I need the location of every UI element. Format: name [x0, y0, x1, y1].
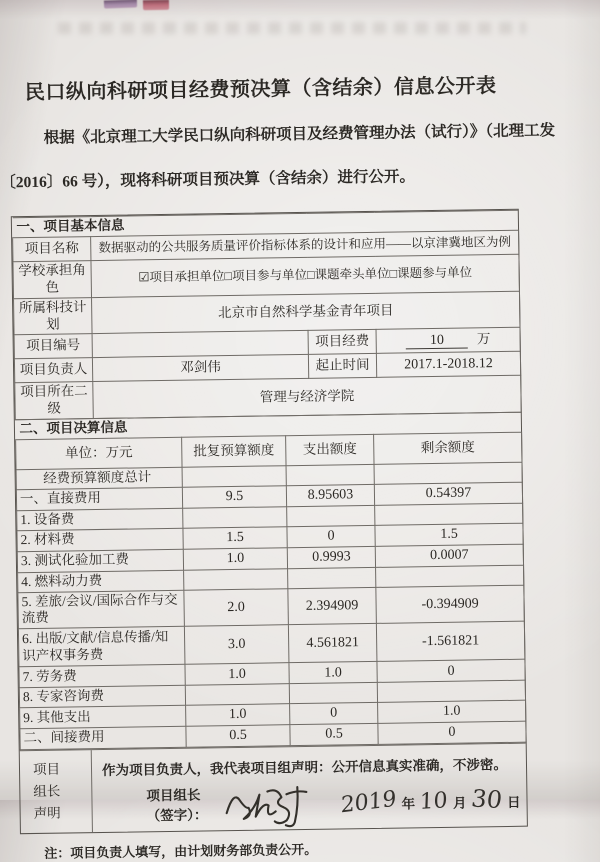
date-year-unit: 年: [401, 796, 416, 812]
program-value: 北京市自然科学基金青年项目: [92, 291, 520, 334]
remaining-amount: -0.394909: [376, 585, 525, 624]
col-header-approved: 批复预算额度: [182, 436, 286, 468]
col-header-remaining: 剩余额度: [374, 432, 522, 464]
remaining-amount: [375, 503, 523, 525]
fund-value-cell: [376, 328, 520, 354]
dept-value: 管理与经济学院: [93, 376, 521, 419]
date-month: 10: [419, 788, 449, 816]
fee-label: 3. 测试化验加工费: [17, 549, 183, 572]
fee-label: 6. 出版/文献/信息传播/知识产权事务费: [18, 626, 185, 666]
remaining-amount: [376, 565, 524, 587]
project-no-value: [92, 331, 308, 358]
intro-line-2: 〔2016〕66 号），现将科研项目预决算（含结余）进行公开。: [0, 168, 416, 192]
fee-label: 7. 劳务费: [19, 664, 185, 687]
fund-label: 项目经费: [308, 330, 376, 355]
project-name-value: 数据驱动的公共服务质量评价指标体系的设计和应用——以京津冀地区为例: [91, 230, 519, 260]
approved-amount: 9.5: [182, 486, 286, 508]
approved-amount: 0.5: [186, 725, 290, 747]
handwritten-signature: [222, 781, 315, 833]
spent-amount: 0.5: [290, 724, 378, 746]
spent-amount: [288, 567, 376, 588]
handwritten-date: [340, 784, 522, 819]
settlement-section-title: 二、项目决算信息: [15, 412, 521, 439]
declaration-body: [92, 743, 527, 831]
spent-amount: [289, 683, 377, 704]
approved-amount: 1.0: [185, 663, 289, 686]
approved-amount: [184, 568, 288, 590]
approved-amount: 1.0: [186, 704, 290, 727]
sign-label: 项目组长（签字）：: [146, 787, 208, 824]
unit-header: 单位：万元: [16, 437, 182, 469]
spent-amount: 2.394909: [288, 587, 377, 625]
remaining-amount: 0: [378, 721, 526, 744]
remaining-amount: 1.0: [378, 700, 526, 723]
date-day-unit: 日: [506, 794, 521, 811]
fund-unit: 万: [476, 331, 491, 347]
role-label: 学校承担角色: [13, 260, 92, 298]
date-day: 30: [469, 784, 504, 815]
basic-info-table: [12, 210, 522, 421]
page-title: 民口纵向科研项目经费预决算（含结余）信息公开表: [24, 75, 497, 105]
leader-label: 项目负责人: [14, 358, 92, 383]
settlement-table: [15, 412, 527, 750]
remaining-amount: [374, 462, 522, 484]
footnote: 注：项目负责人填写，由计划财务部负责公开。: [44, 841, 318, 861]
remaining-amount: -1.561821: [376, 621, 525, 661]
spent-amount: 0: [290, 703, 378, 725]
declaration-box: [20, 742, 527, 832]
approved-amount: 3.0: [184, 625, 289, 665]
spent-amount: 4.561821: [288, 624, 377, 663]
fee-label: 一、直接费用: [16, 487, 182, 510]
project-no-label: 项目编号: [14, 334, 92, 359]
fee-label: 1. 设备费: [17, 508, 183, 530]
dept-label: 项目所在二级: [15, 382, 94, 420]
declaration-label: 项目 组长 声明: [20, 750, 93, 833]
fee-label: 2. 材料费: [17, 528, 183, 551]
period-label: 起止时间: [308, 354, 376, 379]
program-label: 所属科技计划: [14, 297, 93, 335]
approved-amount: 1.5: [183, 526, 287, 549]
remaining-amount: 0: [377, 659, 525, 682]
fee-label: 8. 专家咨询费: [19, 685, 185, 707]
spent-amount: 1.0: [289, 662, 377, 684]
spent-amount: 8.95603: [286, 484, 374, 506]
approved-amount: [185, 684, 289, 705]
fund-amount: 10: [406, 334, 468, 350]
fee-label: 经费预算额度总计: [16, 467, 182, 489]
remaining-amount: 0.0007: [375, 544, 523, 567]
date-year: 2019: [340, 786, 397, 819]
fee-label: 9. 其他支出: [20, 705, 186, 728]
intro-paragraph: [0, 109, 577, 206]
disclosure-form-table: [11, 209, 528, 834]
approved-amount: [183, 506, 287, 528]
leader-name: 邓剑伟: [92, 355, 308, 382]
signature-row: [102, 773, 523, 830]
spent-amount: 0.9993: [287, 546, 375, 568]
role-checkboxes: ☑项目承担单位□项目参与单位□课题牵头单位□课题参与单位: [91, 254, 519, 297]
date-month-unit: 月: [452, 795, 467, 811]
intro-line-1: 根据《北京理工大学民口纵向科研项目及经费管理办法（试行）》（北理工发: [43, 122, 556, 147]
fee-label: 二、间接费用: [20, 726, 186, 749]
approved-amount: 2.0: [184, 588, 289, 626]
fee-label: 4. 燃料动力费: [18, 570, 184, 592]
approved-amount: [182, 466, 286, 488]
spent-amount: 0: [287, 525, 375, 547]
col-header-spent: 支出额度: [286, 434, 374, 465]
remaining-amount: 1.5: [375, 523, 523, 546]
declaration-statement: 作为项目负责人，我代表项目组声明：公开信息真实准确，不涉密。: [101, 756, 508, 778]
remaining-amount: [377, 680, 525, 702]
project-name-label: 项目名称: [13, 236, 91, 261]
remaining-amount: 0.54397: [374, 482, 522, 505]
fee-label: 5. 差旅/会议/国际合作与交流费: [18, 590, 185, 629]
basic-info-section-title: 一、项目基本信息: [12, 210, 518, 237]
spent-amount: [287, 505, 375, 526]
approved-amount: 1.0: [183, 547, 287, 570]
spent-amount: [286, 464, 374, 485]
period-value: 2017.1-2018.12: [376, 352, 520, 378]
